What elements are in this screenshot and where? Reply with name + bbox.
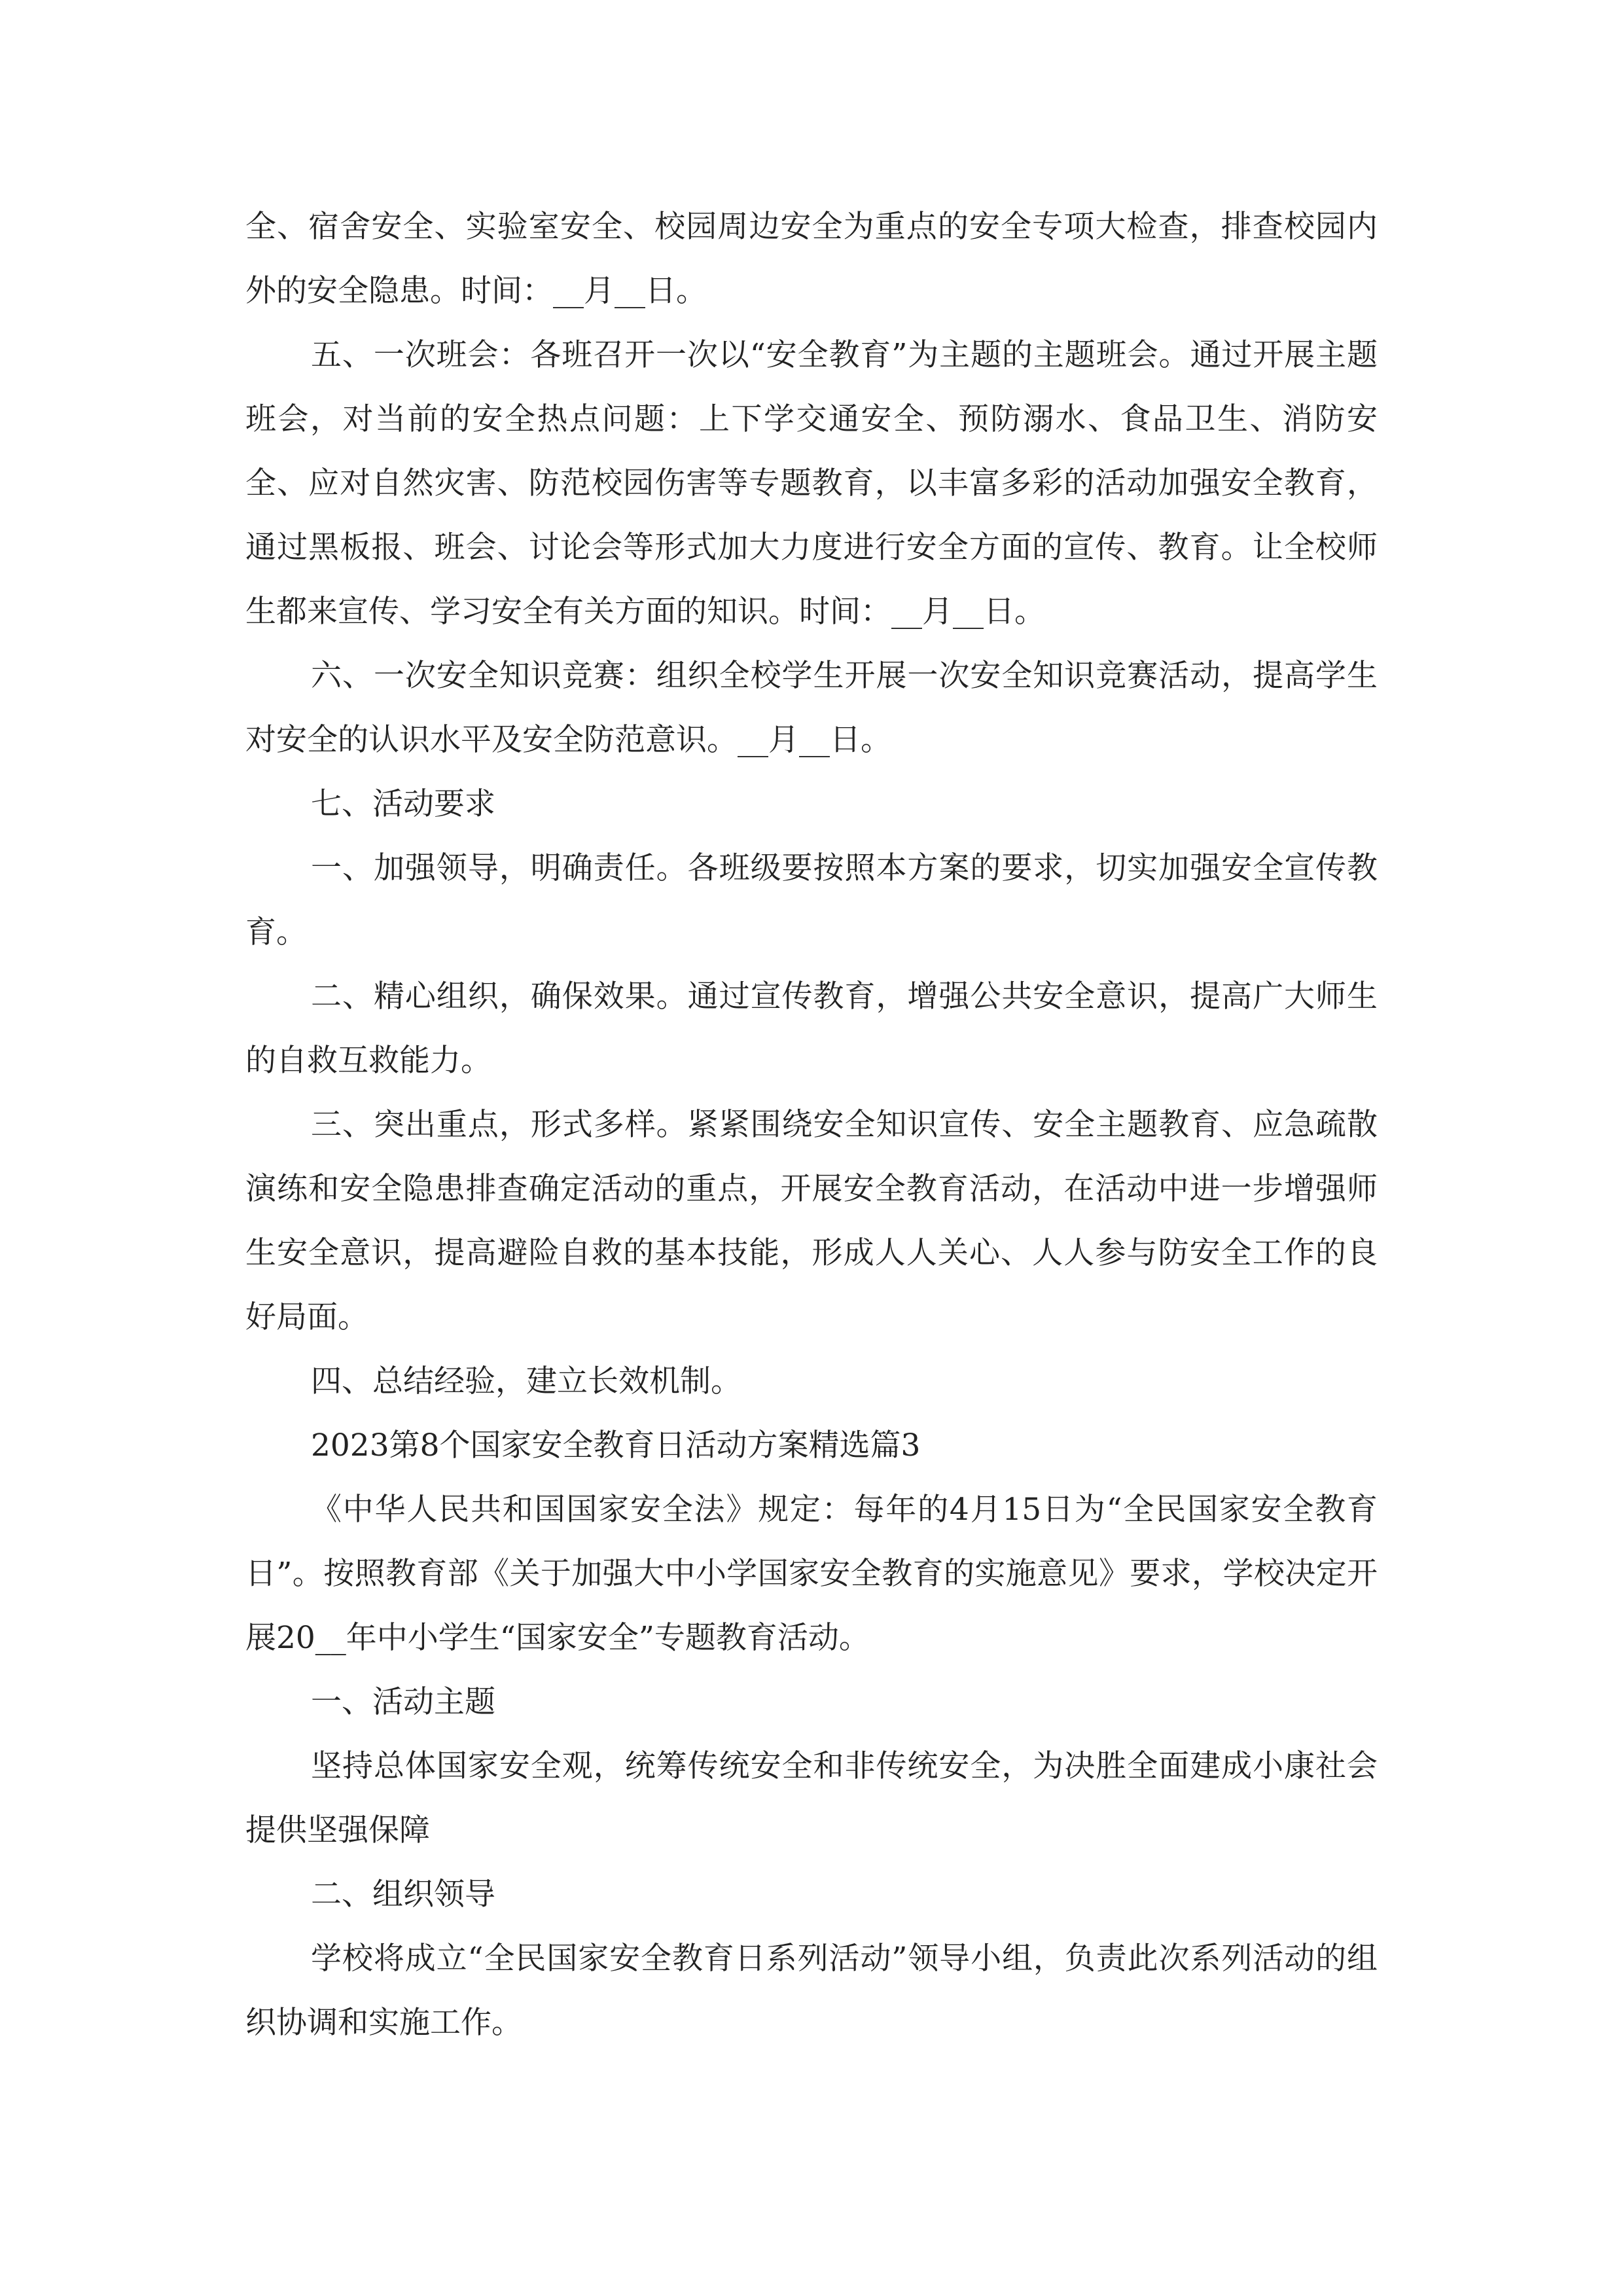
paragraph-knowledge-contest: 六、一次安全知识竞赛：组织全校学生开展一次安全知识竞赛活动，提高学生对安全的认识水平及安全防范意识。__月__日。: [245, 658, 1378, 758]
paragraph-class-meeting: 五、一次班会：各班召开一次以“安全教育”为主题的主题班会。通过开展主题班会，对当前的安全热点问题：上下学交通安全、预防溺水、食品卫生、消防安全、应对自然灾害、防范校园伤害等专题教育，以丰富多彩的活动加强安全教育，通过黑板报、班会、讨论会等形式加大力度进行安全方面的宣传、教育。让全校师生都来宣传、学习安全有关方面的知识。时间：__月__日。: [245, 337, 1378, 630]
paragraph-organization: 学校将成立“全民国家安全教育日系列活动”领导小组，负责此次系列活动的组织协调和实施工作。: [245, 1941, 1378, 2041]
paragraph-requirement-1: 一、加强领导，明确责任。各班级要按照本方案的要求，切实加强安全宣传教育。: [245, 850, 1378, 950]
heading-organization: 二、组织领导: [311, 1876, 495, 1912]
paragraph-theme: 坚持总体国家安全观，统筹传统安全和非传统安全，为决胜全面建成小康社会提供坚强保障: [245, 1748, 1378, 1848]
paragraph-requirement-3: 三、突出重点，形式多样。紧紧围绕安全知识宣传、安全主题教育、应急疏散演练和安全隐患排查确定活动的重点，开展安全教育活动，在活动中进一步增强师生安全意识，提高避险自救的基本技能，形成人人关心、人人参与防安全工作的良好局面。: [245, 1107, 1378, 1335]
paragraph-requirement-2: 二、精心组织，确保效果。通过宣传教育，增强公共安全意识，提高广大师生的自救互救能力。: [245, 978, 1378, 1079]
document-body: [245, 195, 1378, 2055]
heading-activity-theme: 一、活动主题: [311, 1684, 495, 1720]
paragraph-continuation: 全、宿舍安全、实验室安全、校园周边安全为重点的安全专项大检查，排查校园内外的安全隐患。时间：__月__日。: [245, 209, 1378, 309]
heading-activity-requirements: 七、活动要求: [311, 786, 495, 822]
paragraph-intro: 《中华人民共和国国家安全法》规定：每年的4月15日为“全民国家安全教育日”。按照教育部《关于加强大中小学国家安全教育的实施意见》要求，学校决定开展20__年中小学生“国家安全”专题教育活动。: [245, 1492, 1378, 1656]
paragraph-requirement-4: 四、总结经验，建立长效机制。: [311, 1363, 741, 1399]
section-title: 2023第8个国家安全教育日活动方案精选篇3: [311, 1427, 921, 1463]
